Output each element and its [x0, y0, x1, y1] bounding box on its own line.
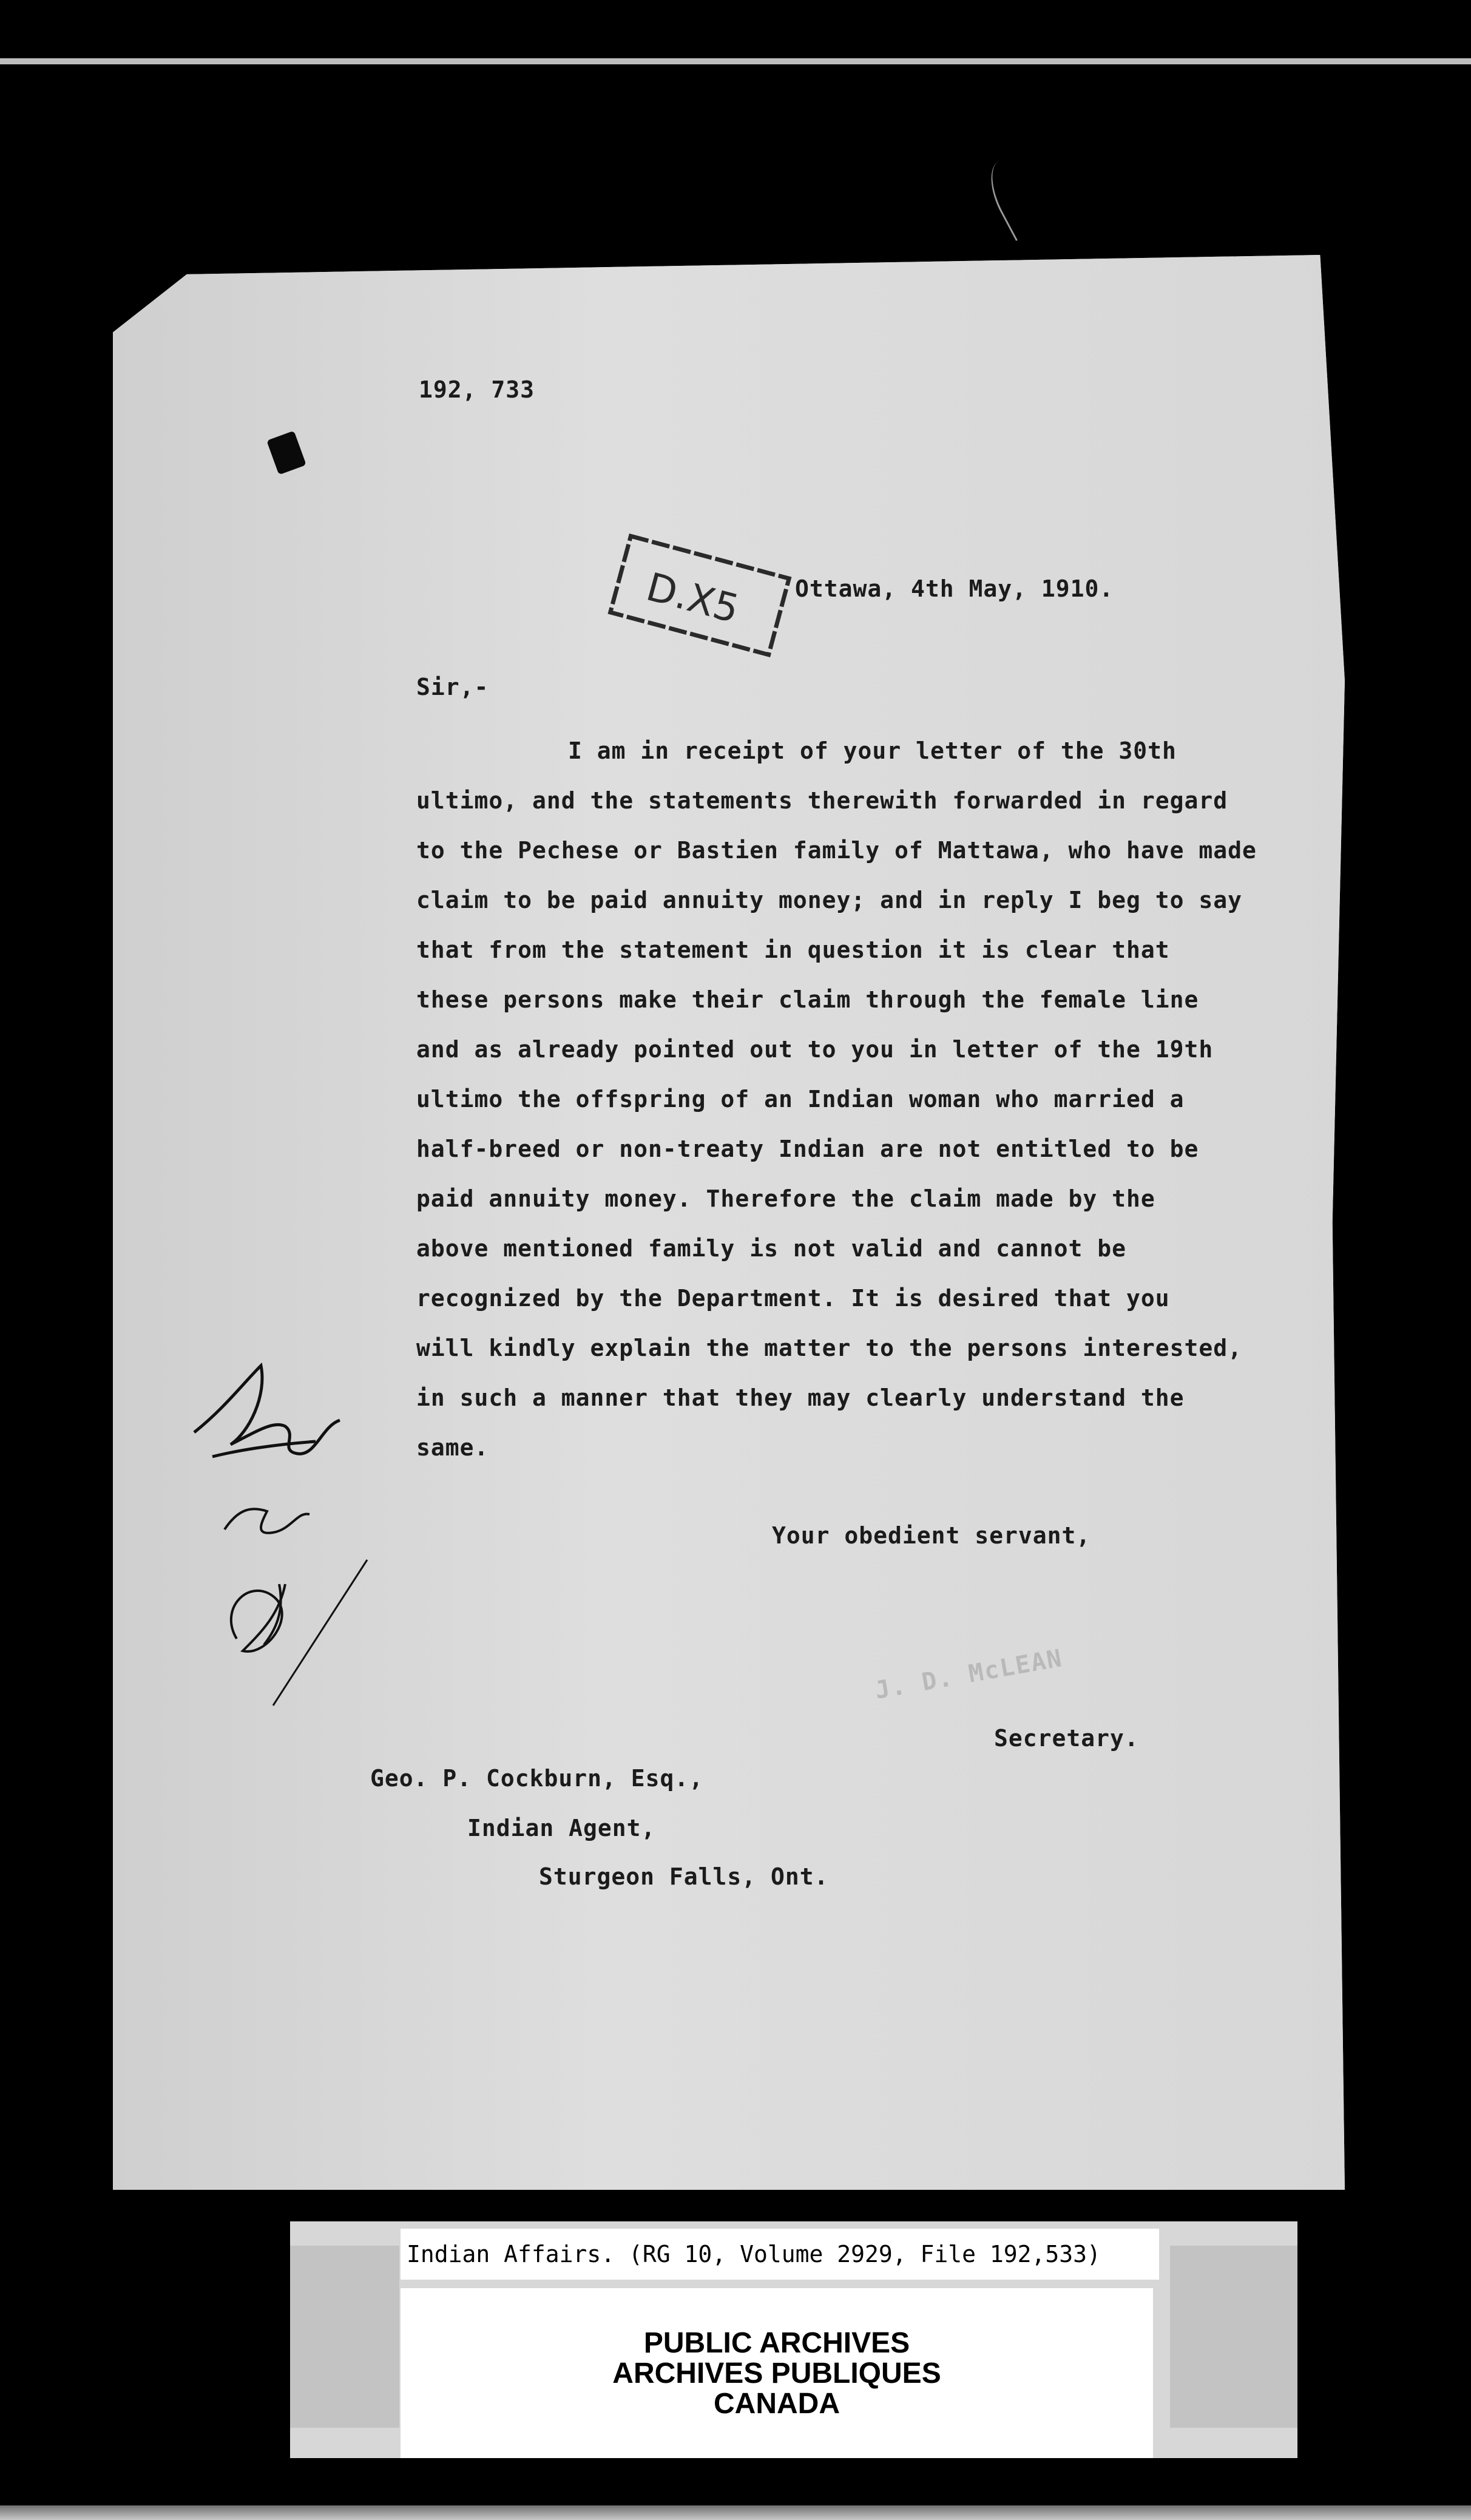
archives-country: CANADA: [714, 2388, 840, 2420]
dateline: Ottawa, 4th May, 1910.: [795, 575, 1114, 602]
body-line: to the Pechese or Bastien family of Mattawa, who have made: [416, 837, 1257, 864]
source-citation: Indian Affairs. (RG 10, Volume 2929, File 192,533): [401, 2229, 1159, 2280]
body-line: above mentioned family is not valid and cannot be: [416, 1235, 1127, 1262]
body-line: claim to be paid annuity money; and in reply I beg to say: [416, 887, 1243, 913]
addressee-place: Sturgeon Falls, Ont.: [539, 1863, 829, 1890]
film-edge-bottom: [0, 2505, 1471, 2520]
registry-stamp-text: D.X5: [641, 564, 744, 632]
signature-stamp: J. D. McLEAN: [873, 1644, 1065, 1705]
archives-stamp: [401, 2288, 1153, 2458]
body-line: paid annuity money. Therefore the claim made by the: [416, 1185, 1155, 1212]
body-line: same.: [416, 1434, 489, 1461]
archives-name-en: PUBLIC ARCHIVES: [643, 2327, 910, 2359]
body-line: that from the statement in question it is clear that: [416, 937, 1170, 963]
body-line: I am in receipt of your letter of the 30th: [568, 737, 1177, 764]
body-line: in such a manner that they may clearly understand the: [416, 1384, 1185, 1411]
signatory-title: Secretary.: [994, 1725, 1139, 1752]
addressee-title: Indian Agent,: [467, 1815, 656, 1841]
handwritten-initials: [158, 1329, 401, 1754]
body-line: these persons make their claim through the female line: [416, 986, 1199, 1013]
file-number: 192, 733: [419, 376, 535, 403]
label-band-left: [290, 2246, 399, 2428]
label-band-right: [1170, 2246, 1297, 2428]
body-line: and as already pointed out to you in letter of the 19th: [416, 1036, 1214, 1063]
addressee-name: Geo. P. Cockburn, Esq.,: [370, 1765, 704, 1792]
body-line: will kindly explain the matter to the persons interested,: [416, 1335, 1243, 1361]
closing: Your obedient servant,: [772, 1522, 1091, 1549]
film-scratch: [979, 154, 1050, 241]
salutation: Sir,-: [416, 674, 489, 700]
body-line: recognized by the Department. It is desired that you: [416, 1285, 1170, 1312]
letter-body: [416, 726, 1257, 1472]
body-line: half-breed or non-treaty Indian are not entitled to be: [416, 1136, 1199, 1162]
body-line: ultimo the offspring of an Indian woman who married a: [416, 1086, 1185, 1113]
archives-name-fr: ARCHIVES PUBLIQUES: [612, 2357, 941, 2390]
film-edge-top: [0, 58, 1471, 64]
body-line: ultimo, and the statements therewith forwarded in regard: [416, 787, 1228, 814]
